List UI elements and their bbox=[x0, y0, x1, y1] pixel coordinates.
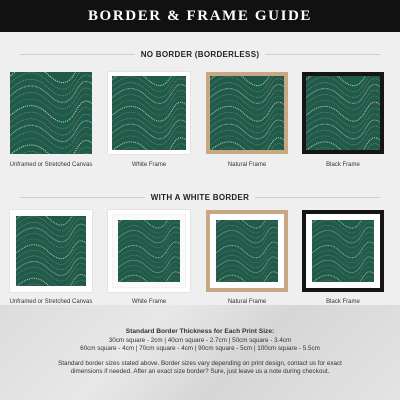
wave-line bbox=[112, 144, 186, 150]
page-title: BORDER & FRAME GUIDE bbox=[0, 0, 400, 32]
artwork bbox=[10, 72, 92, 154]
wave-line bbox=[312, 247, 374, 263]
wave-line bbox=[306, 138, 380, 150]
artwork bbox=[118, 220, 180, 282]
wave-line bbox=[10, 147, 92, 154]
footer-info bbox=[0, 305, 400, 400]
wave-pattern bbox=[10, 72, 92, 154]
wave-line bbox=[16, 235, 86, 253]
wave-line bbox=[210, 108, 284, 127]
caption: Black Frame bbox=[326, 162, 360, 168]
artwork bbox=[306, 76, 380, 150]
wave-line bbox=[10, 140, 92, 154]
wave-line bbox=[10, 72, 92, 89]
wave-line bbox=[210, 76, 284, 86]
caption: White Frame bbox=[131, 162, 167, 168]
wave-line bbox=[210, 96, 284, 115]
wave-pattern bbox=[306, 76, 380, 150]
wave-line bbox=[16, 216, 86, 225]
border-note: dimensions if needed. After an exact size border? Sure, just leave us a note during checkout. bbox=[70, 368, 330, 375]
wave-line bbox=[216, 220, 278, 228]
wave-line bbox=[112, 120, 186, 139]
wave-line bbox=[306, 108, 380, 127]
wave-line bbox=[118, 227, 180, 243]
wave-line bbox=[312, 220, 374, 233]
section-heading-borderless: NO BORDER (BORDERLESS) bbox=[0, 50, 400, 59]
wave-line bbox=[306, 144, 380, 150]
wave-line bbox=[312, 277, 374, 282]
wave-line bbox=[210, 138, 284, 150]
artwork bbox=[312, 220, 374, 282]
wave-line bbox=[118, 247, 180, 263]
wave-pattern bbox=[312, 220, 374, 282]
wave-line bbox=[210, 144, 284, 150]
wave-line bbox=[16, 216, 86, 231]
wave-line bbox=[10, 72, 92, 83]
wave-line bbox=[210, 76, 284, 92]
wave-line bbox=[216, 272, 278, 282]
wave-line bbox=[306, 76, 380, 86]
wave-pattern bbox=[210, 76, 284, 150]
wave-line bbox=[112, 76, 186, 86]
wave-line bbox=[112, 108, 186, 127]
artwork bbox=[216, 220, 278, 282]
wave-line bbox=[306, 96, 380, 115]
wave-line bbox=[306, 76, 380, 92]
wave-line bbox=[210, 85, 284, 104]
wave-line bbox=[118, 272, 180, 282]
wave-line bbox=[112, 138, 186, 150]
wave-line bbox=[312, 220, 374, 228]
wave-line bbox=[312, 227, 374, 243]
wave-line bbox=[112, 85, 186, 104]
artwork bbox=[16, 216, 86, 286]
wave-pattern bbox=[16, 216, 86, 286]
wave-line bbox=[306, 120, 380, 139]
wave-line bbox=[216, 237, 278, 253]
caption: Natural Frame bbox=[227, 162, 267, 168]
wave-line bbox=[16, 280, 86, 286]
wave-line bbox=[112, 76, 186, 92]
caption: Natural Frame bbox=[227, 299, 267, 305]
wave-line bbox=[10, 81, 92, 102]
wave-line bbox=[16, 258, 86, 276]
wave-line bbox=[118, 277, 180, 282]
wave-line bbox=[216, 227, 278, 243]
wave-pattern bbox=[112, 76, 186, 150]
wave-line bbox=[210, 120, 284, 139]
wave-line bbox=[16, 224, 86, 242]
caption: White Frame bbox=[131, 299, 167, 305]
wave-line bbox=[10, 108, 92, 129]
wave-line bbox=[216, 247, 278, 263]
border-sizes-line: 60cm square - 4cm | 70cm square - 4cm | 90cm square - 5cm | 100cm square - 5.5cm bbox=[80, 345, 320, 352]
border-note: Standard border sizes stated above. Border sizes vary depending on print design, contact us for exact bbox=[58, 360, 342, 367]
artwork bbox=[112, 76, 186, 150]
wave-line bbox=[216, 257, 278, 273]
wave-line bbox=[10, 95, 92, 116]
border-sizes-line: 30cm square - 2cm | 40cm square - 2.7cm | 50cm square - 3.4cm bbox=[108, 337, 292, 344]
wave-line bbox=[16, 246, 86, 264]
artwork bbox=[210, 76, 284, 150]
caption: Unframed or Stretched Canvas bbox=[9, 162, 93, 168]
wave-line bbox=[312, 272, 374, 282]
wave-line bbox=[118, 237, 180, 253]
caption: Unframed or Stretched Canvas bbox=[9, 299, 93, 305]
wave-line bbox=[16, 274, 86, 286]
wave-line bbox=[312, 237, 374, 253]
wave-line bbox=[112, 96, 186, 115]
wave-line bbox=[118, 257, 180, 273]
wave-line bbox=[216, 277, 278, 282]
wave-line bbox=[216, 220, 278, 233]
wave-pattern bbox=[118, 220, 180, 282]
border-thickness-heading: Standard Border Thickness for Each Print Size: bbox=[125, 328, 275, 335]
section-heading-white-border: WITH A WHITE BORDER bbox=[0, 193, 400, 202]
wave-pattern bbox=[216, 220, 278, 282]
wave-line bbox=[306, 85, 380, 104]
caption: Black Frame bbox=[326, 299, 360, 305]
wave-line bbox=[118, 220, 180, 228]
wave-line bbox=[118, 220, 180, 233]
wave-line bbox=[10, 121, 92, 142]
wave-line bbox=[312, 257, 374, 273]
